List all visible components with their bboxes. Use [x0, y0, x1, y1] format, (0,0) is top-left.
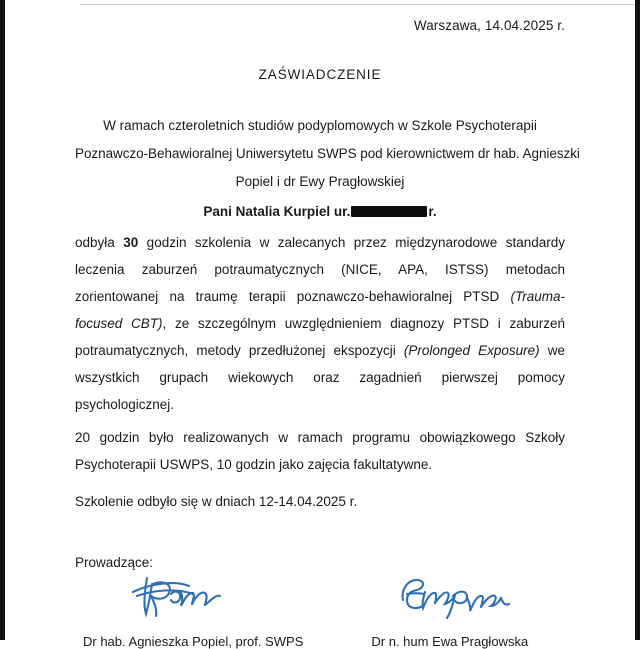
page-left-edge-shadow	[0, 0, 5, 640]
signatures-row	[75, 574, 565, 632]
place-and-date: Warszawa, 14.04.2025 r.	[413, 18, 565, 33]
body-paragraph-1	[75, 229, 565, 418]
document-content	[75, 0, 580, 649]
signature-agnieszka-popiel	[123, 574, 273, 626]
body-p1-segment-d: we wszystkich grupach wiekowych oraz zagadnień pierwszej pomocy psychologicznej.	[75, 343, 565, 412]
handwritten-signature-icon	[123, 574, 273, 626]
leaders-label: Prowadzące:	[75, 555, 154, 570]
signatory-name-1: Dr hab. Agnieszka Popiel, prof. SWPS	[83, 634, 304, 649]
training-hours-count: 30	[123, 235, 139, 250]
body-p1-segment-c: , ze szczególnym uwzględnieniem diagnozy PTSD i zaburzeń potraumatycznych, metody przedłużonej ekspozycji	[75, 316, 566, 358]
subject-name-suffix: r.	[428, 204, 437, 219]
body-p1-segment-b: godzin szkolenia w zalecanych przez międzynarodowe standardy leczenia zaburzeń potraumatycznych (NICE, APA, ISTSS) metodach zorientowanej na traumę terapii poznawczo-behawioralnej PTSD	[75, 235, 565, 304]
signatory-name-2: Dr n. hum Ewa Pragłowska	[371, 634, 529, 649]
document-title: ZAŚWIADCZENIE	[258, 67, 382, 82]
handwritten-signature-icon	[395, 570, 545, 626]
signature-names-row	[75, 634, 565, 649]
method-name-prolonged-exposure: (Prolonged Exposure)	[403, 343, 540, 358]
subject-person-line	[75, 204, 565, 219]
intro-line-2: Poznawczo-Behawioralnej Uniwersytetu SWPS pod kierownictwem dr hab. Agnieszki	[75, 146, 580, 161]
method-name-tf-cbt: (Trauma-focused CBT)	[75, 289, 565, 331]
redacted-birth-date-bar	[351, 206, 427, 217]
body-p1-segment-a: odbyła	[75, 235, 124, 250]
signature-ewa-praglowska	[395, 570, 545, 622]
intro-paragraph	[75, 112, 580, 196]
body-paragraph-3: Szkolenie odbyło się w dniach 12-14.04.2025 r.	[75, 494, 358, 509]
intro-line-3: Popiel i dr Ewy Pragłowskiej	[235, 174, 405, 189]
intro-line-1: W ramach czteroletnich studiów podyplomowych w Szkole Psychoterapii	[103, 118, 537, 133]
page-right-edge-shadow	[635, 0, 640, 640]
subject-name-prefix: Pani Natalia Kurpiel ur.	[203, 204, 351, 219]
body-paragraph-2: 20 godzin było realizowanych w ramach programu obowiązkowego Szkoły Psychoterapii USWPS, 10 godzin jako zajęcia fakultatywne.	[75, 430, 565, 472]
